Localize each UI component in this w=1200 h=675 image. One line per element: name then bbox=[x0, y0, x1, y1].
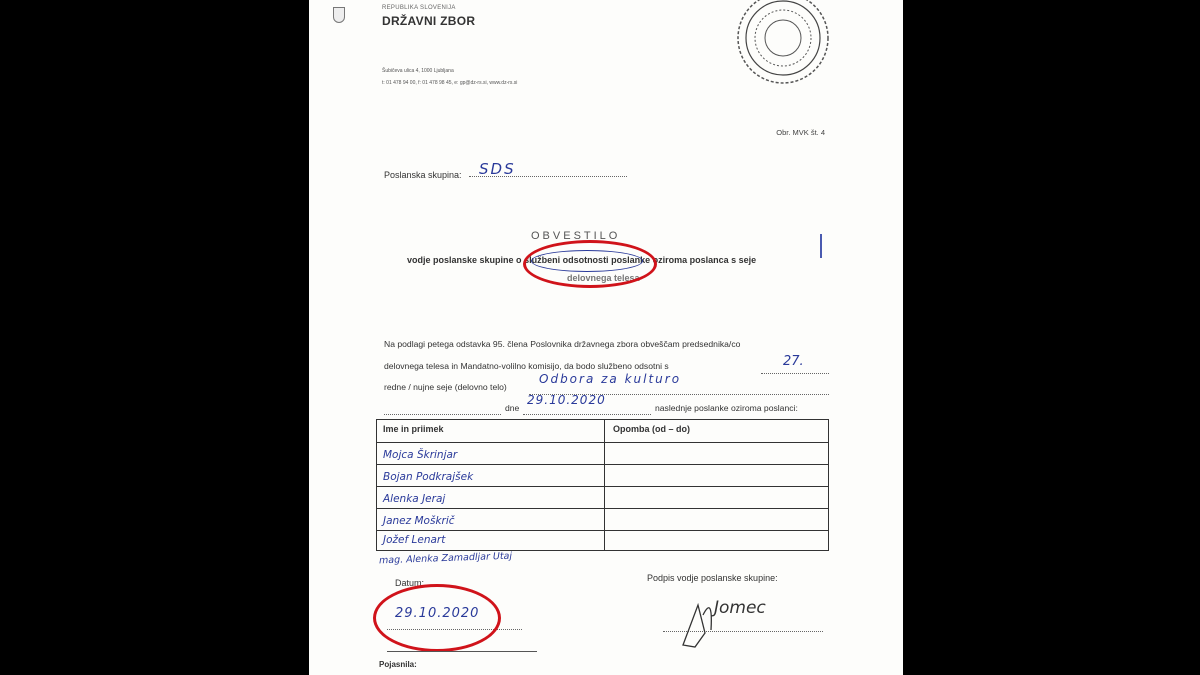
date-label: dne bbox=[505, 403, 520, 413]
table-row-name: Jožef Lenart bbox=[383, 534, 446, 546]
heading-start: vodje poslanske skupine o bbox=[407, 255, 522, 265]
form-code: Obr. MVK št. 4 bbox=[776, 128, 825, 137]
parliamentary-group-value: SDS bbox=[479, 160, 516, 178]
table-row-divider bbox=[377, 530, 828, 531]
table-row-name: Alenka Jeraj bbox=[383, 493, 446, 505]
table-row-divider bbox=[377, 464, 828, 465]
document-page bbox=[309, 0, 903, 675]
body-line-3-label: redne / nujne seje (delovno telo) bbox=[384, 382, 507, 392]
body-line-4-end: naslednje poslanke oziroma poslanci: bbox=[655, 403, 798, 413]
date-footer-value: 29.10.2020 bbox=[395, 606, 480, 621]
table-row-divider bbox=[377, 486, 828, 487]
column-header-note: Opomba (od – do) bbox=[613, 424, 690, 434]
date-value: 29.10.2020 bbox=[527, 393, 606, 407]
extra-name-note: mag. Alenka Zamadljar Utaj bbox=[378, 550, 513, 567]
institution-name: DRŽAVNI ZBOR bbox=[382, 14, 476, 28]
highlight-red-circle bbox=[523, 240, 657, 288]
signature-label: Podpis vodje poslanske skupine: bbox=[647, 573, 778, 583]
date-footer-label: Datum: bbox=[395, 578, 425, 588]
table-row-name: Bojan Podkrajšek bbox=[383, 471, 474, 483]
coat-of-arms-icon bbox=[333, 7, 345, 23]
session-number-value: 27. bbox=[783, 354, 804, 369]
signature-text: Jomec bbox=[714, 598, 766, 618]
heading-highlight: službeni odsotnosti bbox=[524, 255, 609, 265]
date-red-circle bbox=[373, 584, 501, 652]
notes-label: Pojasnila: bbox=[379, 660, 417, 669]
address-line: Šubičeva ulica 4, 1000 Ljubljana bbox=[382, 68, 454, 74]
parliamentary-group-label: Poslanska skupina: bbox=[384, 170, 462, 180]
document-title: OBVESTILO bbox=[531, 230, 621, 242]
table-row-name: Janez Moškrič bbox=[383, 515, 455, 527]
signature-scribble-icon bbox=[673, 585, 753, 655]
working-body-value: Odbora za kulturo bbox=[539, 372, 682, 386]
blank-line bbox=[384, 413, 501, 415]
document-heading-line2: delovnega telesa bbox=[567, 273, 640, 283]
table-header-divider bbox=[377, 442, 828, 443]
contact-line: t: 01 478 94 00, f: 01 478 98 45, e: gp@dz-rs.si, www.dz-rs.si bbox=[382, 80, 518, 86]
table-row-divider bbox=[377, 508, 828, 509]
date-line bbox=[523, 413, 651, 415]
margin-mark bbox=[820, 234, 822, 258]
stamp-seal-icon bbox=[733, 0, 833, 85]
body-line-1: Na podlagi petega odstavka 95. člena Poslovnika državnega zbora obveščam predsednika/co bbox=[384, 339, 741, 349]
absence-table bbox=[376, 419, 829, 551]
table-row-name: Mojca Škrinjar bbox=[383, 449, 458, 461]
republic-label: REPUBLIKA SLOVENIJA bbox=[382, 5, 456, 11]
footnote-divider bbox=[387, 650, 537, 652]
column-header-name: Ime in priimek bbox=[383, 424, 444, 434]
session-number-line bbox=[761, 372, 829, 374]
body-line-2: delovnega telesa in Mandatno-volilno komisijo, da bodo službeno odsotni s bbox=[384, 361, 669, 371]
heading-end: poslanke oziroma poslanca s seje bbox=[611, 255, 757, 265]
